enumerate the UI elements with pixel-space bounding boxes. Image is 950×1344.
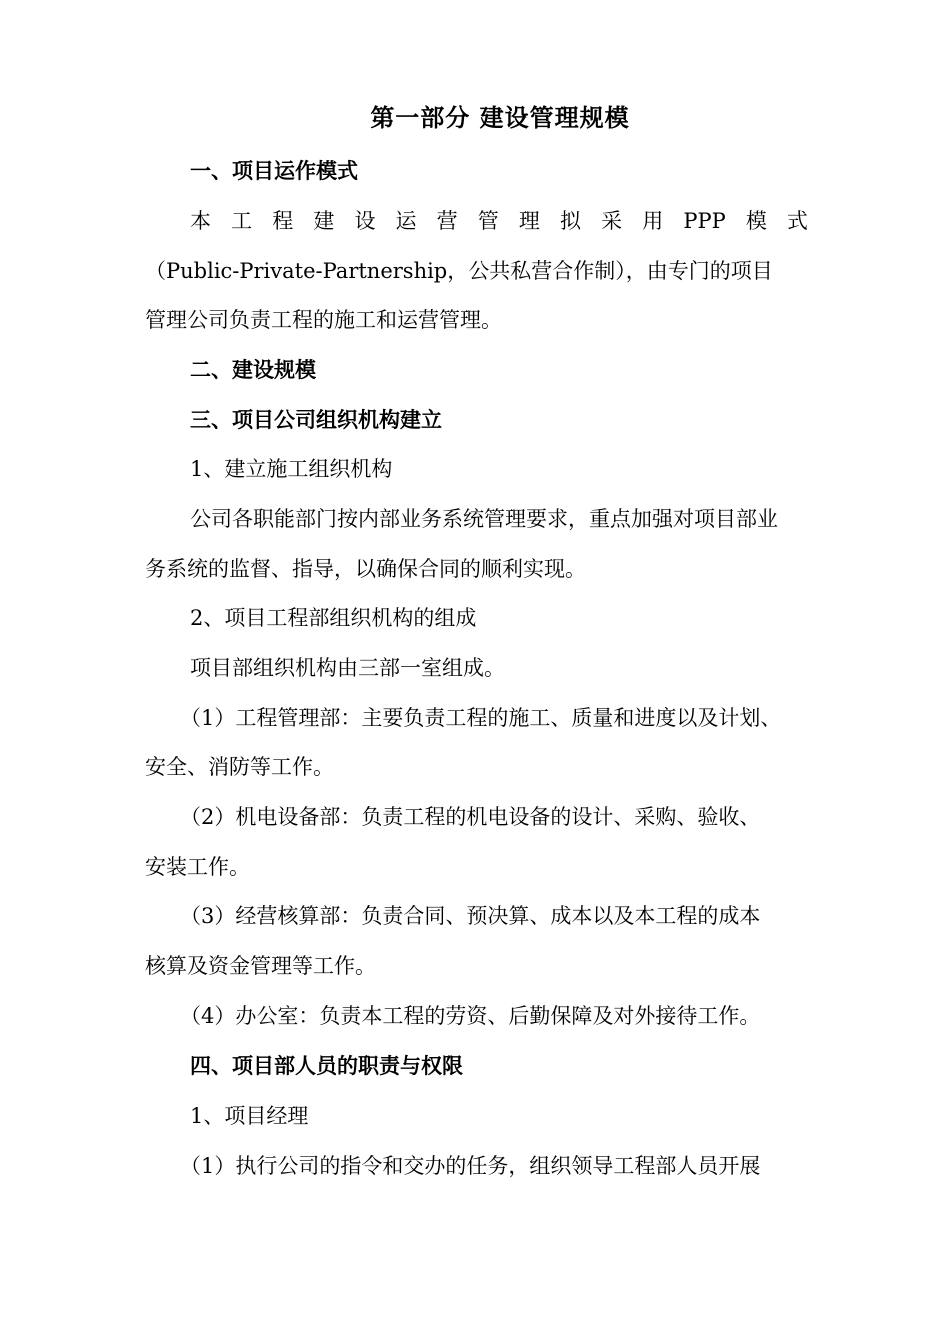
paragraph-line: 务系统的监督、指导，以确保合同的顺利实现。 <box>145 557 586 581</box>
paragraph-line: （Public-Private-Partnership，公共私营合作制），由专门的项目 <box>145 259 773 283</box>
list-item: （4）办公室：负责本工程的劳资、后勤保障及对外接待工作。 <box>180 1004 761 1028</box>
word: 拟 <box>559 209 581 233</box>
word: 营 <box>436 209 458 233</box>
word: 模 <box>745 209 767 233</box>
section-heading: 三、项目公司组织机构建立 <box>190 407 442 432</box>
subheading: 1、项目经理 <box>190 1104 309 1128</box>
paragraph-line: 管理公司负责工程的施工和运营管理。 <box>145 308 502 332</box>
list-item: （1）执行公司的指令和交办的任务，组织领导工程部人员开展 <box>180 1154 761 1178</box>
list-item-continuation: 安全、消防等工作。 <box>145 755 334 779</box>
section-heading: 一、项目运作模式 <box>190 158 358 183</box>
paragraph-line <box>190 206 808 236</box>
subheading: 2、项目工程部组织机构的组成 <box>190 606 477 630</box>
list-item: （2）机电设备部：负责工程的机电设备的设计、采购、验收、 <box>180 805 761 829</box>
word: 程 <box>272 209 294 233</box>
section-heading: 四、项目部人员的职责与权限 <box>190 1053 463 1078</box>
subheading: 1、建立施工组织机构 <box>190 457 393 481</box>
word: 工 <box>231 209 253 233</box>
word: 式 <box>786 209 808 233</box>
page-title: 第一部分 建设管理规模 <box>370 103 630 132</box>
word: 理 <box>518 209 540 233</box>
section-heading: 二、建设规模 <box>190 357 316 382</box>
word: 采 <box>601 209 623 233</box>
word: 本 <box>190 209 211 233</box>
word: 用 <box>642 209 664 233</box>
list-item: （1）工程管理部：主要负责工程的施工、质量和进度以及计划、 <box>180 706 782 730</box>
paragraph-line: 公司各职能部门按内部业务系统管理要求，重点加强对项目部业 <box>190 507 778 531</box>
word: 运 <box>395 209 417 233</box>
word: 建 <box>313 209 335 233</box>
word: 管 <box>477 209 499 233</box>
list-item-continuation: 安装工作。 <box>145 855 250 879</box>
list-item: （3）经营核算部：负责合同、预决算、成本以及本工程的成本 <box>180 904 761 928</box>
paragraph-line: 项目部组织机构由三部一室组成。 <box>190 656 505 680</box>
word: PPP <box>683 209 726 233</box>
word: 设 <box>354 209 376 233</box>
list-item-continuation: 核算及资金管理等工作。 <box>145 954 376 978</box>
